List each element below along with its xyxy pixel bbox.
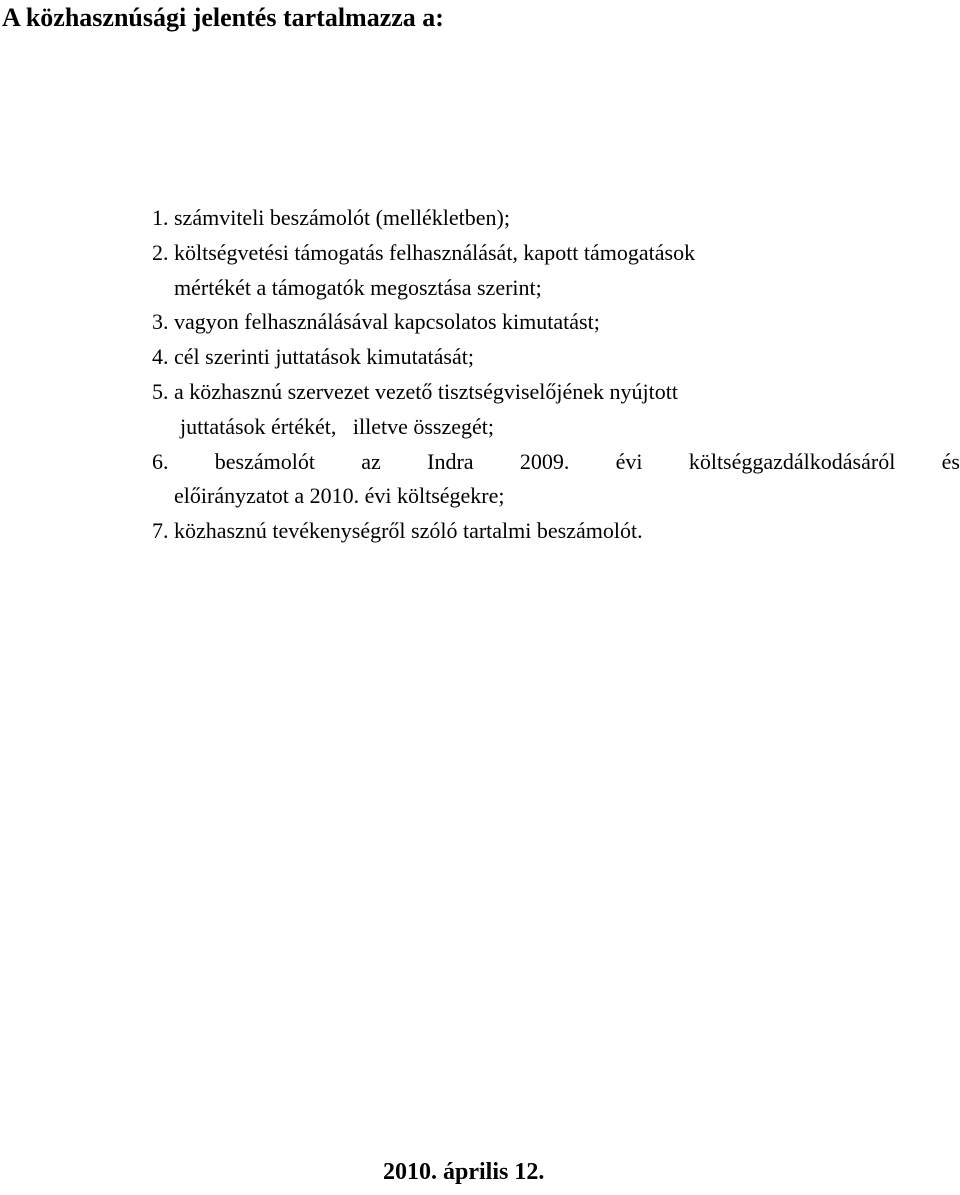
list-item-6 [152,445,960,480]
list-item-3: 3. vagyon felhasználásával kapcsolatos kimutatást; [152,309,600,335]
page-title: A közhasznúsági jelentés tartalmazza a: [2,3,444,32]
list-item-6-word: Indra [427,448,474,474]
list-item-6-word: és [941,448,960,474]
list-item-6-word: költséggazdálkodásáról [688,448,896,474]
list-item-2: 2. költségvetési támogatás felhasználását, kapott támogatások [152,239,696,265]
list-item-6-continuation: előirányzatot a 2010. évi költségekre; [174,483,505,509]
list-item-1: 1. számviteli beszámolót (mellékletben); [152,205,510,230]
list-item-7: 7. közhasznú tevékenységről szóló tartalmi beszámolót. [152,518,643,544]
list-item-6-word: az [361,448,381,474]
list-item-2-continuation: mértékét a támogatók megosztása szerint; [174,274,542,300]
list-item-5-continuation: juttatások értékét, illetve összegét; [180,413,495,439]
list-item-6-word: beszámolót [214,448,315,474]
report-contents-list [152,201,960,549]
list-item-6-word: évi [615,448,643,474]
document-date: 2010. április 12. [383,1159,545,1185]
list-item-5: 5. a közhasznú szervezet vezető tisztségviselőjének nyújtott [152,378,678,404]
list-item-6-word: 6. [152,448,169,474]
list-item-6-word: 2009. [519,448,570,474]
list-item-4: 4. cél szerinti juttatások kimutatását; [152,344,474,370]
